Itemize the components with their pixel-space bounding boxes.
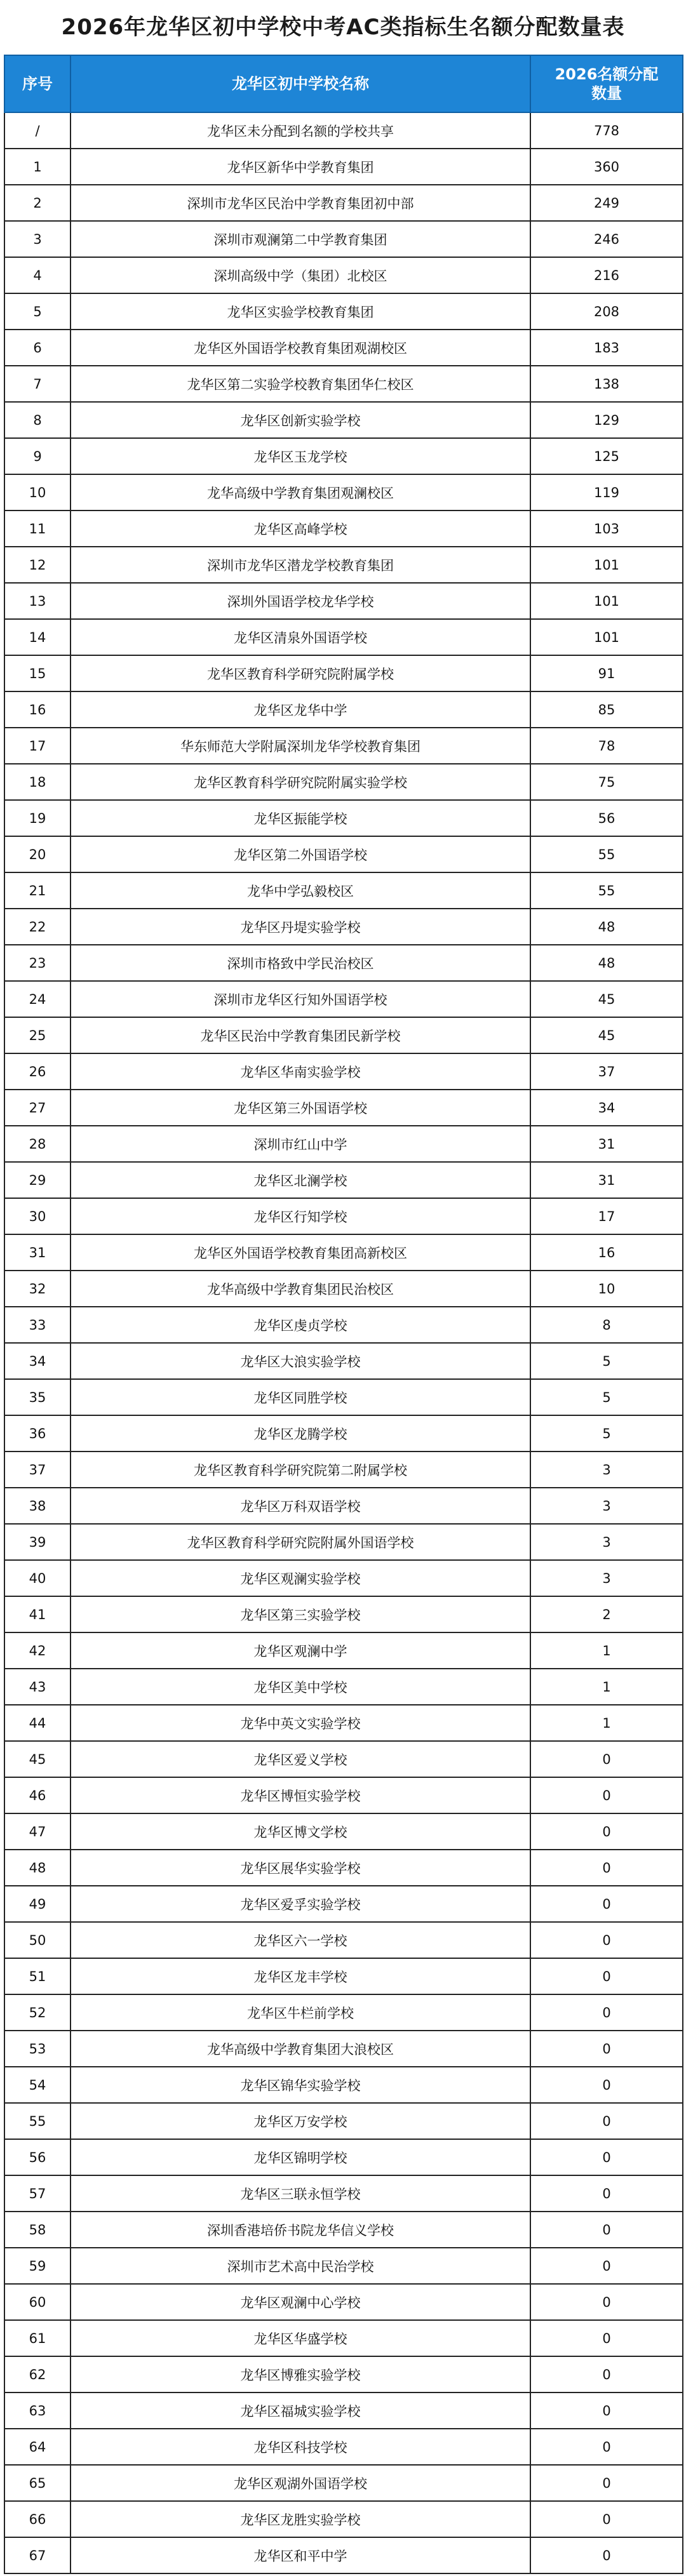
row-seq: 9 (4, 438, 71, 474)
row-seq: 53 (4, 2031, 71, 2067)
table-row (4, 1813, 683, 1850)
row-quota-count: 0 (530, 2031, 683, 2067)
row-quota-count: 37 (530, 1053, 683, 1090)
row-seq: 23 (4, 945, 71, 981)
table-row (4, 1488, 683, 1524)
table-row (4, 764, 683, 800)
row-seq: 41 (4, 1596, 71, 1632)
row-school-name: 龙华区爱义学校 (71, 1741, 530, 1777)
row-seq: 52 (4, 1994, 71, 2031)
row-school-name: 深圳市龙华区潜龙学校教育集团 (71, 547, 530, 583)
row-school-name: 龙华区新华中学教育集团 (71, 149, 530, 185)
row-school-name: 华东师范大学附属深圳龙华学校教育集团 (71, 728, 530, 764)
row-quota-count: 183 (530, 330, 683, 366)
row-quota-count: 0 (530, 1994, 683, 2031)
row-school-name: 龙华区实验学校教育集团 (71, 293, 530, 330)
row-seq: 58 (4, 2212, 71, 2248)
table-row (4, 1198, 683, 1234)
row-school-name: 深圳香港培侨书院龙华信义学校 (71, 2212, 530, 2248)
row-quota-count: 5 (530, 1379, 683, 1415)
table-row (4, 221, 683, 257)
table-row (4, 2284, 683, 2320)
row-school-name: 龙华区教育科学研究院附属实验学校 (71, 764, 530, 800)
header-seq: 序号 (4, 55, 71, 112)
row-quota-count: 0 (530, 2320, 683, 2356)
row-quota-count: 0 (530, 1741, 683, 1777)
table-row (4, 1596, 683, 1632)
row-seq: 4 (4, 257, 71, 293)
table-row (4, 800, 683, 836)
table-row (4, 1343, 683, 1379)
row-seq: 32 (4, 1271, 71, 1307)
row-quota-count: 101 (530, 547, 683, 583)
table-row (4, 330, 683, 366)
table-row (4, 1307, 683, 1343)
row-quota-count: 5 (530, 1415, 683, 1452)
table-row (4, 2429, 683, 2465)
row-quota-count: 0 (530, 2248, 683, 2284)
row-seq: 63 (4, 2392, 71, 2429)
row-seq: 6 (4, 330, 71, 366)
row-seq: 65 (4, 2465, 71, 2501)
row-school-name: 深圳市红山中学 (71, 1126, 530, 1162)
row-school-name: 龙华区观澜中心学校 (71, 2284, 530, 2320)
table-row (4, 149, 683, 185)
row-school-name: 龙华区六一学校 (71, 1922, 530, 1958)
row-school-name: 龙华区外国语学校教育集团高新校区 (71, 1234, 530, 1271)
row-quota-count: 0 (530, 1922, 683, 1958)
row-seq: 59 (4, 2248, 71, 2284)
row-quota-count: 75 (530, 764, 683, 800)
table-row (4, 2248, 683, 2284)
row-seq: 37 (4, 1452, 71, 1488)
table-row (4, 1379, 683, 1415)
table-row (4, 1271, 683, 1307)
row-seq: 36 (4, 1415, 71, 1452)
table-row (4, 583, 683, 619)
table-row (4, 474, 683, 511)
row-quota-count: 129 (530, 402, 683, 438)
table-row (4, 1994, 683, 2031)
row-school-name: 龙华区牛栏前学校 (71, 1994, 530, 2031)
table-row (4, 1777, 683, 1813)
row-school-name: 龙华区龙腾学校 (71, 1415, 530, 1452)
row-quota-count: 56 (530, 800, 683, 836)
row-quota-count: 0 (530, 2103, 683, 2139)
row-seq: 29 (4, 1162, 71, 1198)
header-school: 龙华区初中学校名称 (71, 55, 530, 112)
row-school-name: 龙华区同胜学校 (71, 1379, 530, 1415)
row-quota-count: 360 (530, 149, 683, 185)
row-quota-count: 0 (530, 2465, 683, 2501)
row-seq: 47 (4, 1813, 71, 1850)
table-row (4, 2501, 683, 2537)
row-school-name: 深圳外国语学校龙华学校 (71, 583, 530, 619)
row-seq: 20 (4, 836, 71, 872)
row-school-name: 龙华区清泉外国语学校 (71, 619, 530, 655)
row-quota-count: 1 (530, 1669, 683, 1705)
row-quota-count: 0 (530, 2212, 683, 2248)
row-quota-count: 55 (530, 872, 683, 909)
row-school-name: 龙华区观澜实验学校 (71, 1560, 530, 1596)
row-school-name: 深圳市格致中学民治校区 (71, 945, 530, 981)
row-seq: 17 (4, 728, 71, 764)
table-row (4, 655, 683, 691)
row-seq: 54 (4, 2067, 71, 2103)
row-school-name: 龙华区华盛学校 (71, 2320, 530, 2356)
row-quota-count: 1 (530, 1632, 683, 1669)
row-quota-count: 3 (530, 1488, 683, 1524)
row-school-name: 深圳市龙华区行知外国语学校 (71, 981, 530, 1017)
row-school-name: 龙华区和平中学 (71, 2537, 530, 2573)
row-school-name: 龙华区观湖外国语学校 (71, 2465, 530, 2501)
table-row (4, 257, 683, 293)
row-school-name: 龙华区第二外国语学校 (71, 836, 530, 872)
row-seq: 5 (4, 293, 71, 330)
row-school-name: 龙华区万科双语学校 (71, 1488, 530, 1524)
table-row (4, 1741, 683, 1777)
table-row (4, 1886, 683, 1922)
row-school-name: 龙华区第三外国语学校 (71, 1090, 530, 1126)
row-quota-count: 0 (530, 1777, 683, 1813)
row-seq: 57 (4, 2175, 71, 2212)
row-quota-count: 45 (530, 1017, 683, 1053)
row-school-name: 龙华区博恒实验学校 (71, 1777, 530, 1813)
row-quota-count: 0 (530, 1813, 683, 1850)
row-quota-count: 16 (530, 1234, 683, 1271)
row-school-name: 龙华区教育科学研究院附属学校 (71, 655, 530, 691)
table-row (4, 2139, 683, 2175)
row-seq: 43 (4, 1669, 71, 1705)
table-row (4, 293, 683, 330)
row-seq: 11 (4, 511, 71, 547)
row-quota-count: 45 (530, 981, 683, 1017)
row-seq: 22 (4, 909, 71, 945)
row-seq: 18 (4, 764, 71, 800)
row-quota-count: 101 (530, 583, 683, 619)
table-row (4, 1234, 683, 1271)
row-school-name: 龙华区未分配到名额的学校共享 (71, 112, 530, 149)
table-row (4, 1017, 683, 1053)
row-seq: 42 (4, 1632, 71, 1669)
row-seq: 8 (4, 402, 71, 438)
table-row (4, 945, 683, 981)
row-quota-count: 216 (530, 257, 683, 293)
table-row (4, 691, 683, 728)
table-row (4, 909, 683, 945)
row-school-name: 龙华区爱孚实验学校 (71, 1886, 530, 1922)
table-row (4, 438, 683, 474)
row-seq: 2 (4, 185, 71, 221)
row-seq: / (4, 112, 71, 149)
table-row (4, 2537, 683, 2573)
row-school-name: 龙华区龙丰学校 (71, 1958, 530, 1994)
quota-table (4, 55, 683, 2574)
row-seq: 21 (4, 872, 71, 909)
table-row (4, 2212, 683, 2248)
row-quota-count: 3 (530, 1560, 683, 1596)
row-seq: 45 (4, 1741, 71, 1777)
row-school-name: 龙华区大浪实验学校 (71, 1343, 530, 1379)
table-row (4, 112, 683, 149)
row-seq: 40 (4, 1560, 71, 1596)
row-seq: 39 (4, 1524, 71, 1560)
row-quota-count: 0 (530, 1958, 683, 1994)
row-quota-count: 78 (530, 728, 683, 764)
row-quota-count: 0 (530, 2139, 683, 2175)
row-quota-count: 101 (530, 619, 683, 655)
row-school-name: 龙华区教育科学研究院第二附属学校 (71, 1452, 530, 1488)
row-seq: 24 (4, 981, 71, 1017)
row-school-name: 深圳市艺术高中民治学校 (71, 2248, 530, 2284)
row-school-name: 龙华高级中学教育集团观澜校区 (71, 474, 530, 511)
row-quota-count: 246 (530, 221, 683, 257)
row-seq: 51 (4, 1958, 71, 1994)
table-row (4, 1560, 683, 1596)
row-seq: 66 (4, 2501, 71, 2537)
row-school-name: 龙华区锦明学校 (71, 2139, 530, 2175)
table-row (4, 1053, 683, 1090)
row-seq: 14 (4, 619, 71, 655)
row-quota-count: 8 (530, 1307, 683, 1343)
row-quota-count: 0 (530, 2284, 683, 2320)
row-school-name: 龙华中学弘毅校区 (71, 872, 530, 909)
row-seq: 61 (4, 2320, 71, 2356)
row-seq: 15 (4, 655, 71, 691)
table-row (4, 1126, 683, 1162)
row-school-name: 龙华区振能学校 (71, 800, 530, 836)
row-quota-count: 0 (530, 1886, 683, 1922)
row-quota-count: 208 (530, 293, 683, 330)
row-seq: 48 (4, 1850, 71, 1886)
row-seq: 31 (4, 1234, 71, 1271)
row-quota-count: 48 (530, 909, 683, 945)
row-school-name: 深圳高级中学（集团）北校区 (71, 257, 530, 293)
row-quota-count: 17 (530, 1198, 683, 1234)
row-school-name: 龙华区创新实验学校 (71, 402, 530, 438)
row-seq: 30 (4, 1198, 71, 1234)
row-school-name: 龙华区美中学校 (71, 1669, 530, 1705)
row-seq: 25 (4, 1017, 71, 1053)
row-school-name: 龙华区华南实验学校 (71, 1053, 530, 1090)
table-row (4, 1922, 683, 1958)
row-school-name: 深圳市龙华区民治中学教育集团初中部 (71, 185, 530, 221)
row-quota-count: 85 (530, 691, 683, 728)
row-quota-count: 0 (530, 2175, 683, 2212)
row-quota-count: 31 (530, 1162, 683, 1198)
table-row (4, 1452, 683, 1488)
table-row (4, 728, 683, 764)
row-quota-count: 91 (530, 655, 683, 691)
table-row (4, 2067, 683, 2103)
row-quota-count: 34 (530, 1090, 683, 1126)
row-seq: 10 (4, 474, 71, 511)
table-row (4, 2465, 683, 2501)
row-seq: 49 (4, 1886, 71, 1922)
row-quota-count: 10 (530, 1271, 683, 1307)
row-school-name: 龙华区龙胜实验学校 (71, 2501, 530, 2537)
table-row (4, 2320, 683, 2356)
row-school-name: 龙华区高峰学校 (71, 511, 530, 547)
row-seq: 1 (4, 149, 71, 185)
row-seq: 12 (4, 547, 71, 583)
table-row (4, 2356, 683, 2392)
row-school-name: 龙华高级中学教育集团大浪校区 (71, 2031, 530, 2067)
table-row (4, 1705, 683, 1741)
table-header-row (4, 55, 683, 112)
row-seq: 3 (4, 221, 71, 257)
row-school-name: 龙华区虔贞学校 (71, 1307, 530, 1343)
row-seq: 44 (4, 1705, 71, 1741)
row-quota-count: 0 (530, 1850, 683, 1886)
row-seq: 38 (4, 1488, 71, 1524)
row-quota-count: 119 (530, 474, 683, 511)
row-quota-count: 1 (530, 1705, 683, 1741)
row-quota-count: 55 (530, 836, 683, 872)
row-school-name: 龙华区第三实验学校 (71, 1596, 530, 1632)
row-school-name: 龙华区玉龙学校 (71, 438, 530, 474)
table-row (4, 185, 683, 221)
table-row (4, 1415, 683, 1452)
table-row (4, 2103, 683, 2139)
row-seq: 13 (4, 583, 71, 619)
row-school-name: 龙华区第二实验学校教育集团华仁校区 (71, 366, 530, 402)
row-quota-count: 138 (530, 366, 683, 402)
row-seq: 33 (4, 1307, 71, 1343)
table-row (4, 619, 683, 655)
row-school-name: 龙华区万安学校 (71, 2103, 530, 2139)
table-row (4, 1090, 683, 1126)
row-seq: 28 (4, 1126, 71, 1162)
row-quota-count: 0 (530, 2501, 683, 2537)
table-row (4, 366, 683, 402)
row-seq: 64 (4, 2429, 71, 2465)
table-row (4, 2175, 683, 2212)
table-body (4, 112, 683, 2573)
table-row (4, 872, 683, 909)
row-school-name: 龙华区三联永恒学校 (71, 2175, 530, 2212)
table-row (4, 547, 683, 583)
row-school-name: 龙华区锦华实验学校 (71, 2067, 530, 2103)
row-seq: 62 (4, 2356, 71, 2392)
row-school-name: 龙华区博雅实验学校 (71, 2356, 530, 2392)
row-school-name: 龙华区北澜学校 (71, 1162, 530, 1198)
row-quota-count: 0 (530, 2537, 683, 2573)
row-school-name: 龙华区观澜中学 (71, 1632, 530, 1669)
row-seq: 60 (4, 2284, 71, 2320)
row-quota-count: 2 (530, 1596, 683, 1632)
table-row (4, 1162, 683, 1198)
row-school-name: 龙华区科技学校 (71, 2429, 530, 2465)
row-school-name: 龙华区民治中学教育集团民新学校 (71, 1017, 530, 1053)
row-school-name: 龙华区教育科学研究院附属外国语学校 (71, 1524, 530, 1560)
table-row (4, 981, 683, 1017)
row-seq: 56 (4, 2139, 71, 2175)
row-seq: 19 (4, 800, 71, 836)
row-seq: 27 (4, 1090, 71, 1126)
row-school-name: 龙华区博文学校 (71, 1813, 530, 1850)
document-title: 2026年龙华区初中学校中考AC类指标生名额分配数量表 (61, 15, 625, 40)
table-row (4, 836, 683, 872)
table-row (4, 1958, 683, 1994)
row-quota-count: 48 (530, 945, 683, 981)
row-school-name: 龙华区福城实验学校 (71, 2392, 530, 2429)
row-seq: 55 (4, 2103, 71, 2139)
table-row (4, 2392, 683, 2429)
row-quota-count: 103 (530, 511, 683, 547)
row-school-name: 龙华区展华实验学校 (71, 1850, 530, 1886)
row-quota-count: 5 (530, 1343, 683, 1379)
row-school-name: 龙华区行知学校 (71, 1198, 530, 1234)
row-school-name: 龙华区龙华中学 (71, 691, 530, 728)
table-row (4, 1850, 683, 1886)
row-quota-count: 0 (530, 2392, 683, 2429)
row-quota-count: 0 (530, 2356, 683, 2392)
row-seq: 34 (4, 1343, 71, 1379)
row-school-name: 龙华区丹堤实验学校 (71, 909, 530, 945)
table-row (4, 402, 683, 438)
row-seq: 7 (4, 366, 71, 402)
row-quota-count: 778 (530, 112, 683, 149)
row-seq: 50 (4, 1922, 71, 1958)
row-quota-count: 3 (530, 1452, 683, 1488)
row-seq: 35 (4, 1379, 71, 1415)
row-seq: 46 (4, 1777, 71, 1813)
row-seq: 26 (4, 1053, 71, 1090)
row-quota-count: 3 (530, 1524, 683, 1560)
table-row (4, 1632, 683, 1669)
table-row (4, 2031, 683, 2067)
table-row (4, 1524, 683, 1560)
row-school-name: 深圳市观澜第二中学教育集团 (71, 221, 530, 257)
row-quota-count: 125 (530, 438, 683, 474)
row-quota-count: 249 (530, 185, 683, 221)
row-quota-count: 0 (530, 2429, 683, 2465)
header-count: 2026名额分配 数量 (530, 55, 683, 112)
row-seq: 67 (4, 2537, 71, 2573)
table-row (4, 1669, 683, 1705)
row-school-name: 龙华中英文实验学校 (71, 1705, 530, 1741)
row-quota-count: 31 (530, 1126, 683, 1162)
row-school-name: 龙华高级中学教育集团民治校区 (71, 1271, 530, 1307)
row-quota-count: 0 (530, 2067, 683, 2103)
table-row (4, 511, 683, 547)
row-school-name: 龙华区外国语学校教育集团观湖校区 (71, 330, 530, 366)
row-seq: 16 (4, 691, 71, 728)
